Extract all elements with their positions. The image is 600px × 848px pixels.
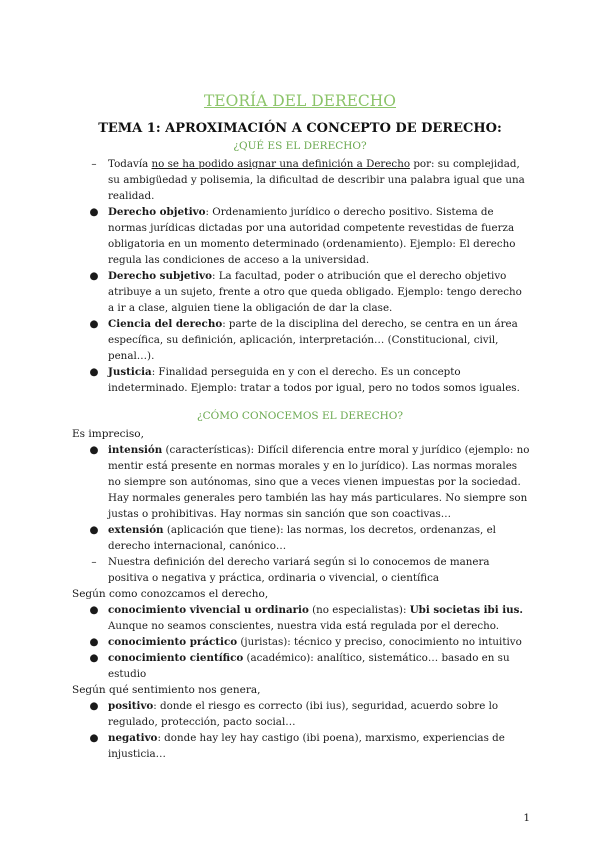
list-item: ● Justicia: Finalidad perseguida en y con el derecho. Es un concepto indeterminado. Ejemplo: tratar a todos por igual, pero no todos somos iguales. [89, 366, 520, 394]
list-item: ● Derecho objetivo: Ordenamiento jurídico o derecho positivo. Sistema de normas jurídicas dictadas por una autoridad competente revestidas de fuerza obligatoria en un momento determinado (ordenamiento). Ejemplo: El derecho regula las condiciones de acceso a la universidad. [89, 206, 516, 266]
document-title: TEORÍA DEL DERECHO [203, 92, 397, 110]
paragraph-es-impreciso: Es impreciso, [72, 428, 144, 440]
list-item: ● negativo: donde hay ley hay castigo (ibi poena), marxismo, experiencias de injusticia… [89, 732, 505, 760]
list-item: ● Ciencia del derecho: parte de la disciplina del derecho, se centra en un área específica, su definición, aplicación, interpretación… (Constitucional, civil, penal…). [89, 318, 518, 362]
intro-dash-item: – Todavía no se ha podido asignar una definición a Derecho por: su complejidad, su ambigüedad y polisemia, la dificultad de describir una palabra igual que una realidad. [108, 156, 530, 204]
paragraph-segun-conozcamos: Según como conozcamos el derecho, [72, 588, 269, 600]
dash-item: – Nuestra definición del derecho variará según si lo conocemos de manera positiva o negativa y práctica, ordinaria o vivencial, o científica [108, 554, 530, 586]
bullet-icon: ● [89, 270, 99, 282]
list-item: ● Derecho subjetivo: La facultad, poder o atribución que el derecho objetivo atribuye a un sujeto, frente a otro que queda obligado. Ejemplo: tengo derecho a ir a clase, alguien tiene la obligación de dar la clase. [89, 270, 522, 314]
list-item: ● extensión (aplicación que tiene): las normas, los decretos, ordenanzas, el derecho internacional, canónico… [89, 524, 496, 552]
section-heading-como-conocemos: ¿CÓMO CONOCEMOS EL DERECHO? [196, 410, 404, 422]
dash-marker: – [91, 158, 97, 170]
bullet-icon: ● [89, 318, 99, 330]
bullet-icon: ● [89, 604, 99, 616]
list-item: ● conocimiento práctico (juristas): técnico y preciso, conocimiento no intuitivo [89, 636, 522, 648]
bullet-icon: ● [89, 636, 99, 648]
bullet-icon: ● [89, 732, 99, 744]
bullet-icon: ● [89, 206, 99, 218]
bullet-icon: ● [89, 444, 99, 456]
list-item: ● intensión (características): Difícil diferencia entre moral y jurídico (ejemplo: no mentir está presente en normas morales y en lo jurídico). Las normas morales no siempre son autónomas, sino que a veces vienen impuestas por la sociedad. Hay normales generales pero también las hay más particulares. No siempre son justas o prohibitivas. Hay normas sin sanción que son coactivas… [89, 444, 530, 520]
list-item: ● conocimiento vivencial u ordinario (no especialistas): Ubi societas ibi ius. Aunque no seamos conscientes, nuestra vida está regulada por el derecho. [89, 604, 523, 632]
bullet-icon: ● [89, 366, 99, 378]
bullet-icon: ● [89, 652, 99, 664]
chapter-heading: TEMA 1: APROXIMACIÓN A CONCEPTO DE DERECHO: [98, 121, 502, 136]
dash-marker: – [91, 556, 97, 568]
bullet-icon: ● [89, 524, 99, 536]
page-number: 1 [523, 812, 530, 824]
underlined-phrase: no se ha podido asignar una definición a Derecho [151, 158, 411, 170]
list-item: ● conocimiento científico (académico): analítico, sistemático… basado en su estudio [89, 652, 510, 680]
paragraph-segun-sentimiento: Según qué sentimiento nos genera, [72, 684, 261, 696]
bullet-icon: ● [89, 700, 99, 712]
section-heading-que-es: ¿QUÉ ES EL DERECHO? [233, 140, 367, 152]
list-item: ● positivo: donde el riesgo es correcto (ibi ius), seguridad, acuerdo sobre lo regulado, protección, pacto social… [89, 700, 499, 728]
